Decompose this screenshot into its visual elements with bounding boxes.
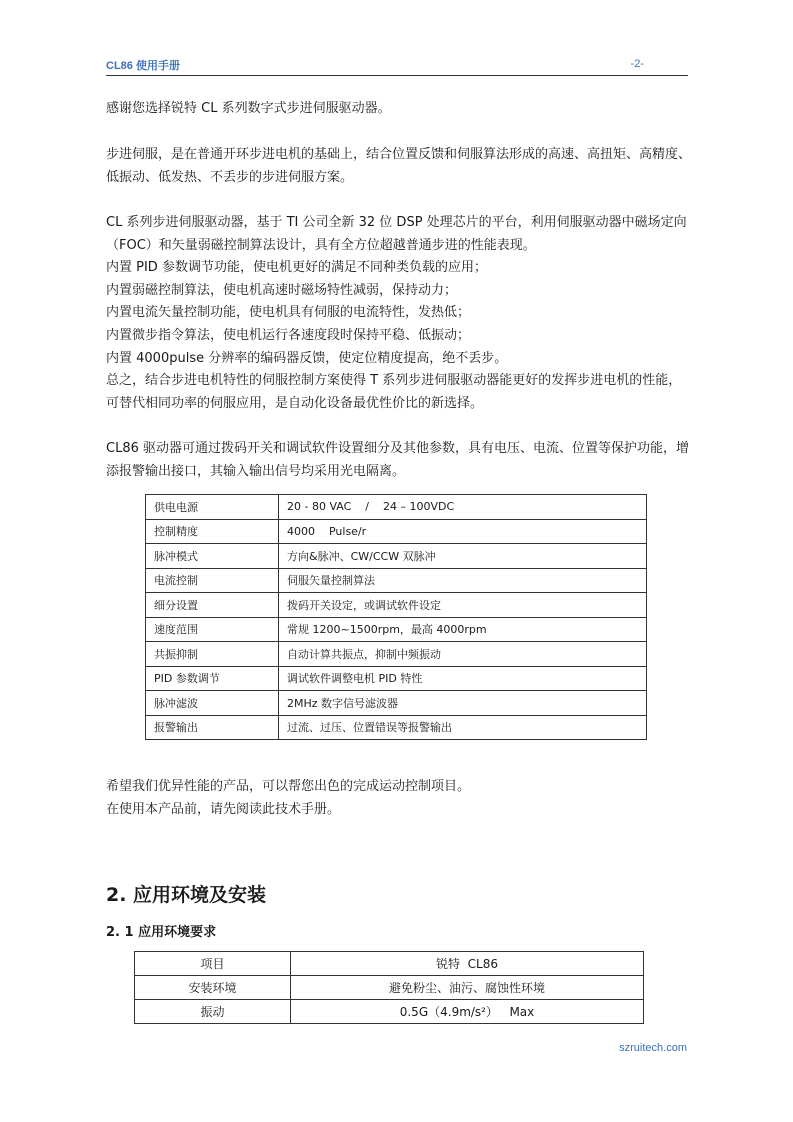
spec-key: 速度范围 bbox=[146, 617, 279, 642]
table-row bbox=[146, 691, 647, 716]
env-value: 锐特 CL86 bbox=[291, 952, 644, 976]
env-key: 安装环境 bbox=[135, 976, 291, 1000]
spec-value: 常规 1200~1500rpm，最高 4000rpm bbox=[279, 617, 647, 642]
table-row bbox=[146, 593, 647, 618]
table-row bbox=[135, 976, 644, 1000]
env-key: 项目 bbox=[135, 952, 291, 976]
feature-item: 内置 PID 参数调节功能，使电机更好的满足不同种类负载的应用； bbox=[106, 260, 487, 276]
spec-key: 细分设置 bbox=[146, 593, 279, 618]
spec-key: 供电电源 bbox=[146, 495, 279, 520]
feature-item: 内置 4000pulse 分辨率的编码器反馈，使定位精度提高，绝不丢步。 bbox=[106, 350, 508, 366]
spec-key: 报警输出 bbox=[146, 715, 279, 740]
closing-block bbox=[106, 776, 692, 821]
closing-line: 希望我们优异性能的产品，可以帮您出色的完成运动控制项目。 bbox=[106, 779, 471, 794]
table-row bbox=[146, 495, 647, 520]
table-row bbox=[146, 617, 647, 642]
env-value: 避免粉尘、油污、腐蚀性环境 bbox=[291, 976, 644, 1000]
table-row bbox=[146, 568, 647, 593]
env-value: 0.5G（4.9m/s²） Max bbox=[291, 1000, 644, 1024]
spec-key: 脉冲模式 bbox=[146, 544, 279, 569]
spec-value: 拨码开关设定，或调试软件设定 bbox=[279, 593, 647, 618]
spec-value: 2MHz 数字信号滤波器 bbox=[279, 691, 647, 716]
spec-value: 伺服矢量控制算法 bbox=[279, 568, 647, 593]
environment-table bbox=[134, 951, 644, 1024]
closing-line: 在使用本产品前，请先阅读此技术手册。 bbox=[106, 801, 341, 817]
table-row bbox=[135, 952, 644, 976]
table-row bbox=[146, 666, 647, 691]
table-row bbox=[146, 642, 647, 667]
spec-value: 过流、过压、位置错误等报警输出 bbox=[279, 715, 647, 740]
spec-value: 自动计算共振点，抑制中频振动 bbox=[279, 642, 647, 667]
document-title: CL86 使用手册 bbox=[106, 60, 180, 72]
table-row bbox=[146, 544, 647, 569]
page-number: -2- bbox=[630, 58, 644, 70]
spec-key: 电流控制 bbox=[146, 568, 279, 593]
table-row bbox=[146, 519, 647, 544]
page-header bbox=[106, 57, 688, 76]
subsection-heading: 2. 1 应用环境要求 bbox=[106, 925, 217, 940]
intro-summary: 总之，结合步进电机特性的伺服控制方案使得 T 系列步进伺服驱动器能更好的发挥步进电机的性能，可替代相同功率的伺服应用，是自动化设备最优性价比的新选择。 bbox=[106, 373, 682, 411]
intro-paragraph-1: 步进伺服，是在普通开环步进电机的基础上，结合位置反馈和伺服算法形成的高速、高扭矩、高精度、低振动、低发热、不丢步的步进伺服方案。 bbox=[106, 147, 692, 185]
table-row bbox=[135, 1000, 644, 1024]
table-row bbox=[146, 715, 647, 740]
intro-block bbox=[106, 212, 692, 415]
feature-item: 内置微步指令算法，使电机运行各速度段时保持平稳、低振动； bbox=[106, 327, 471, 343]
feature-item: 内置弱磁控制算法，使电机高速时磁场特性减弱，保持动力； bbox=[106, 282, 458, 298]
spec-value: 4000 Pulse/r bbox=[279, 519, 647, 544]
footer-website: szruitech.com bbox=[619, 1042, 687, 1054]
section-heading: 2. 应用环境及安装 bbox=[106, 884, 267, 906]
spec-table bbox=[145, 494, 647, 740]
env-key: 振动 bbox=[135, 1000, 291, 1024]
spec-value: 20 - 80 VAC / 24 – 100VDC bbox=[279, 495, 647, 520]
spec-key: PID 参数调节 bbox=[146, 666, 279, 691]
intro-paragraph-3: CL86 驱动器可通过拨码开关和调试软件设置细分及其他参数，具有电压、电流、位置等保护功能，增添报警输出接口，其输入输出信号均采用光电隔离。 bbox=[106, 441, 689, 479]
spec-key: 共振抑制 bbox=[146, 642, 279, 667]
spec-key: 控制精度 bbox=[146, 519, 279, 544]
spec-key: 脉冲滤波 bbox=[146, 691, 279, 716]
intro-thanks: 感谢您选择锐特 CL 系列数字式步进伺服驱动器。 bbox=[106, 101, 391, 116]
feature-item: 内置电流矢量控制功能，使电机具有伺服的电流特性，发热低； bbox=[106, 305, 471, 321]
intro-paragraph-2: CL 系列步进伺服驱动器，基于 TI 公司全新 32 位 DSP 处理芯片的平台，利用伺服驱动器中磁场定向（FOC）和矢量弱磁控制算法设计，具有全方位超越普通步进的性能表现。 bbox=[106, 215, 687, 253]
spec-value: 方向&脉冲、CW/CCW 双脉冲 bbox=[279, 544, 647, 569]
spec-value: 调试软件调整电机 PID 特性 bbox=[279, 666, 647, 691]
